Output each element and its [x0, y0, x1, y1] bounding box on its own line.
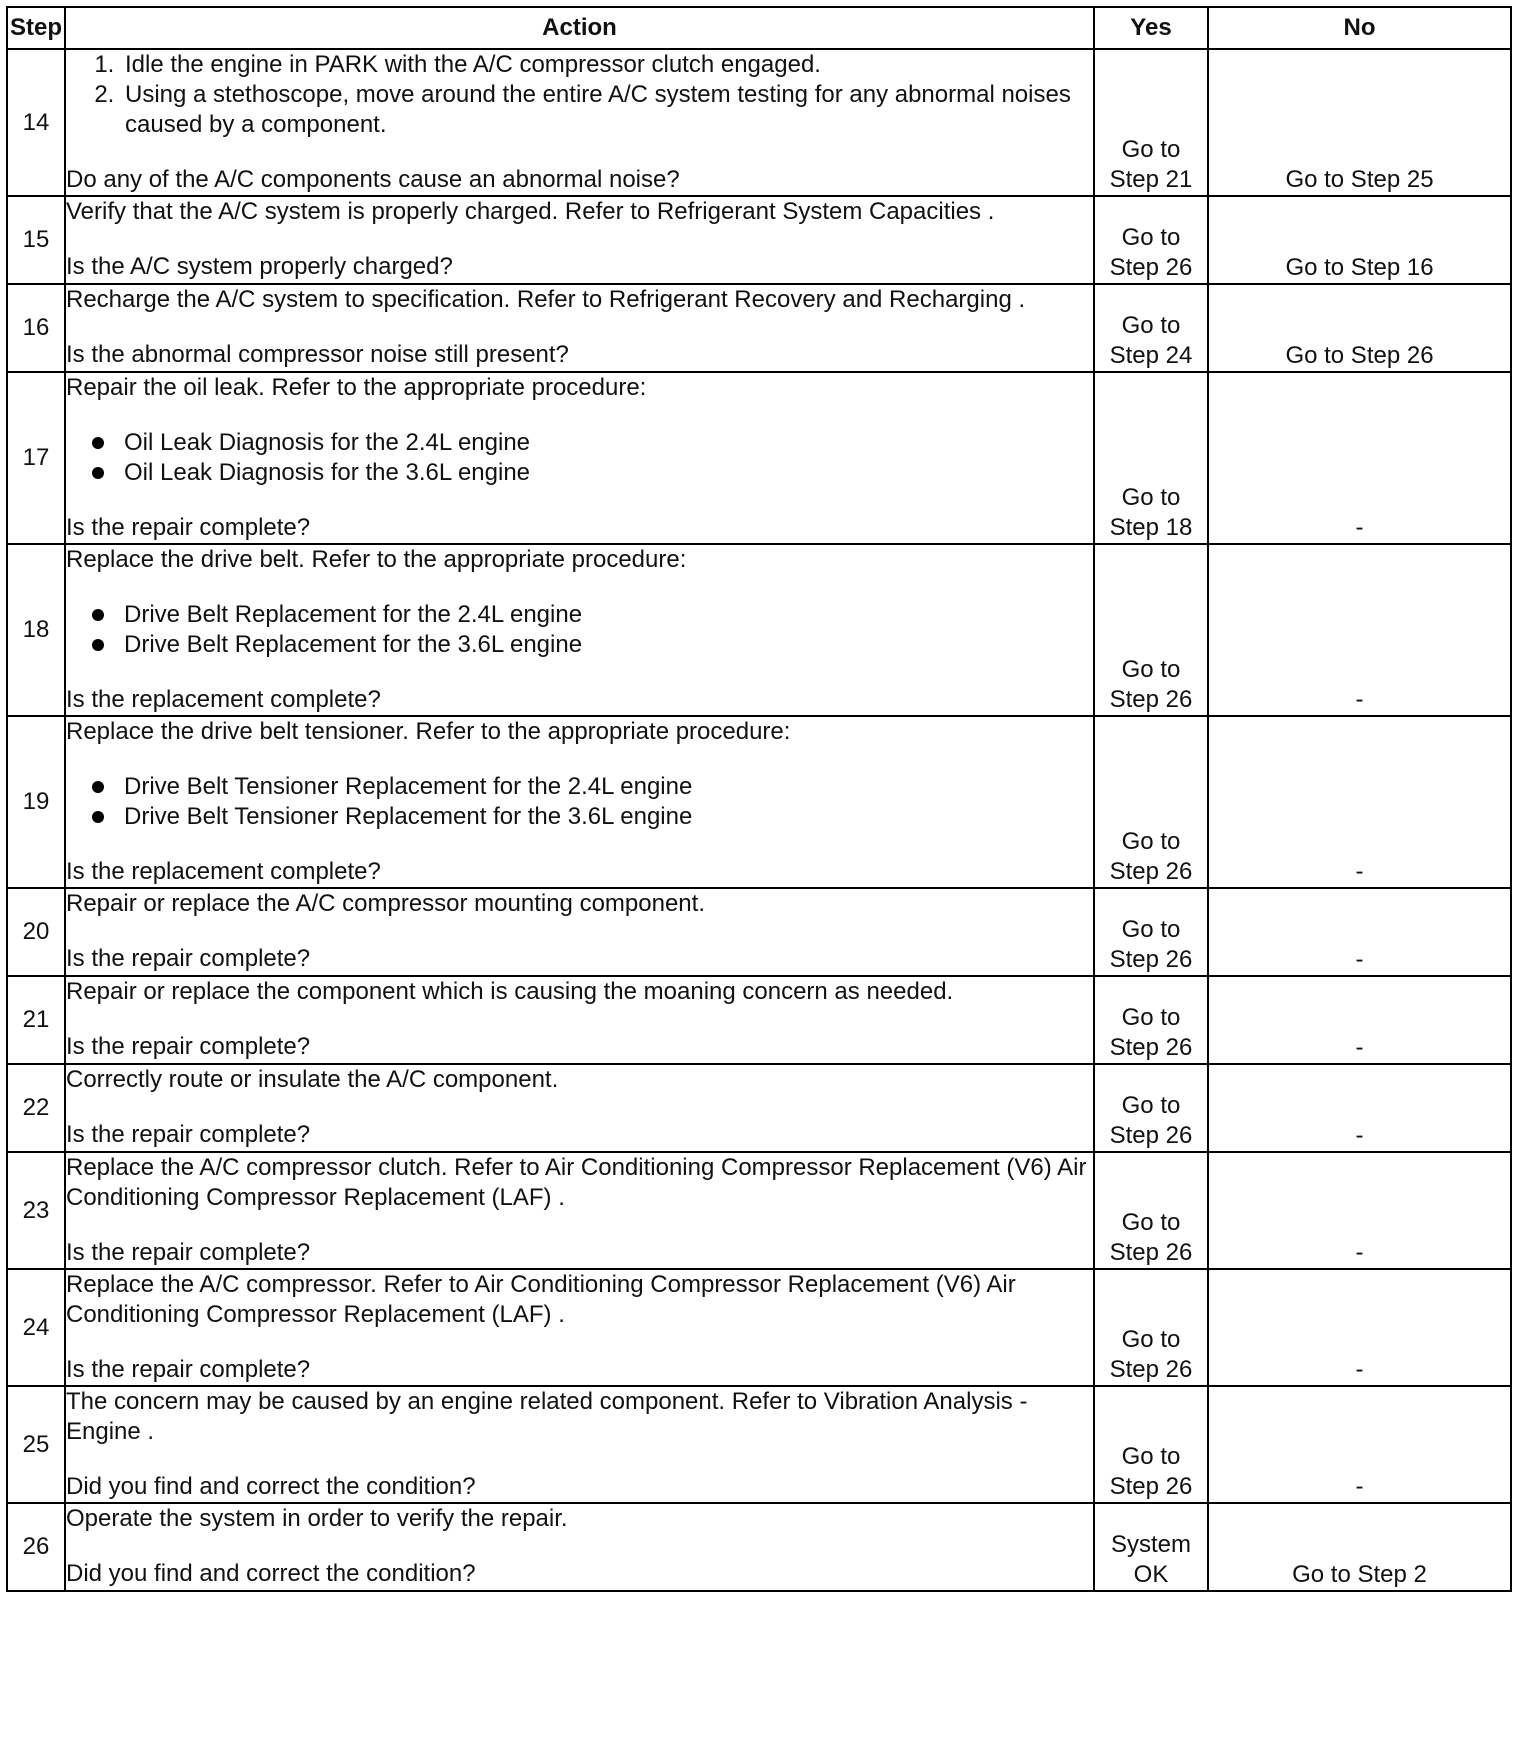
- bullet-item[interactable]: Drive Belt Replacement for the 2.4L engine: [124, 600, 1093, 630]
- bullet-item[interactable]: Oil Leak Diagnosis for the 2.4L engine: [124, 428, 1093, 458]
- action-cell: [65, 49, 1094, 196]
- table-row: [7, 1503, 1511, 1591]
- numbered-item: 1. Idle the engine in PARK with the A/C compressor clutch engaged.: [121, 50, 1093, 80]
- yes-cell: [1094, 372, 1208, 544]
- step-number: 20: [7, 888, 65, 976]
- bullet-item[interactable]: Oil Leak Diagnosis for the 3.6L engine: [124, 458, 1093, 488]
- bullet-item[interactable]: Drive Belt Tensioner Replacement for the 2.4L engine: [124, 772, 1093, 802]
- step-number: 15: [7, 196, 65, 284]
- table-row: [7, 1064, 1511, 1152]
- action-text: The concern may be caused by an engine related component. Refer to Vibration Analysis - Engine .: [66, 1388, 1028, 1445]
- no-cell: -: [1208, 976, 1511, 1064]
- yes-line-2: OK: [1133, 1561, 1169, 1588]
- table-row: [7, 976, 1511, 1064]
- action-question: Is the repair complete?: [66, 1121, 311, 1148]
- yes-line-1: Go to: [1121, 828, 1181, 855]
- table-row: [7, 372, 1511, 544]
- step-number: 26: [7, 1503, 65, 1591]
- action-question: Is the repair complete?: [66, 514, 311, 541]
- yes-cell: [1094, 976, 1208, 1064]
- yes-cell: [1094, 1386, 1208, 1503]
- table-row: [7, 1152, 1511, 1269]
- yes-cell: [1094, 1064, 1208, 1152]
- diagnostic-steps-table: [6, 6, 1512, 1592]
- yes-line-2: Step 26: [1109, 1122, 1193, 1149]
- yes-cell: [1094, 716, 1208, 888]
- numbered-list: [66, 50, 1093, 140]
- yes-line-2: Step 26: [1109, 1239, 1193, 1266]
- table-row: [7, 1386, 1511, 1503]
- action-header: Action: [65, 7, 1094, 49]
- yes-line-1: Go to: [1121, 916, 1181, 943]
- header-row: [7, 7, 1511, 49]
- action-text: Replace the A/C compressor clutch. Refer to Air Conditioning Compressor Replacement (V6) Air Conditioning Compressor Replacement (LAF) .: [66, 1154, 1087, 1211]
- action-question: Is the repair complete?: [66, 1239, 311, 1266]
- action-text: Operate the system in order to verify the repair.: [66, 1505, 568, 1532]
- action-question: Is the abnormal compressor noise still present?: [66, 341, 569, 368]
- no-cell: -: [1208, 716, 1511, 888]
- action-cell: [65, 1503, 1094, 1591]
- yes-line-2: Step 26: [1109, 946, 1193, 973]
- action-text: Repair or replace the A/C compressor mounting component.: [66, 890, 705, 917]
- table-row: [7, 284, 1511, 372]
- action-question: Did you find and correct the condition?: [66, 1473, 476, 1500]
- yes-line-1: Go to: [1121, 312, 1181, 339]
- no-cell: Go to Step 16: [1208, 196, 1511, 284]
- no-cell: -: [1208, 1152, 1511, 1269]
- yes-cell: [1094, 1503, 1208, 1591]
- yes-cell: [1094, 49, 1208, 196]
- yes-line-1: Go to: [1121, 1443, 1181, 1470]
- yes-line-1: System: [1110, 1531, 1191, 1558]
- numbered-item: 2. Using a stethoscope, move around the entire A/C system testing for any abnormal noises caused by a component.: [121, 80, 1093, 140]
- table-row: [7, 196, 1511, 284]
- table-row: [7, 1269, 1511, 1386]
- action-cell: [65, 1386, 1094, 1503]
- action-question: Is the repair complete?: [66, 945, 311, 972]
- action-text: Correctly route or insulate the A/C component.: [66, 1066, 559, 1093]
- bullet-item[interactable]: Drive Belt Tensioner Replacement for the 3.6L engine: [124, 802, 1093, 832]
- yes-line-2: Step 26: [1109, 1473, 1193, 1500]
- no-header: No: [1208, 7, 1511, 49]
- action-question: Did you find and correct the condition?: [66, 1560, 476, 1587]
- bullet-list: [66, 772, 1093, 832]
- no-cell: Go to Step 25: [1208, 49, 1511, 196]
- yes-line-2: Step 26: [1109, 254, 1193, 281]
- yes-line-1: Go to: [1121, 1004, 1181, 1031]
- yes-line-1: Go to: [1121, 656, 1181, 683]
- yes-line-2: Step 26: [1109, 1034, 1193, 1061]
- table-row: [7, 716, 1511, 888]
- yes-line-1: Go to: [1121, 1326, 1181, 1353]
- bullet-list: [66, 600, 1093, 660]
- action-question: Is the repair complete?: [66, 1033, 311, 1060]
- action-text: Replace the A/C compressor. Refer to Air Conditioning Compressor Replacement (V6) Air Conditioning Compressor Replacement (LAF) .: [66, 1271, 1016, 1328]
- yes-line-2: Step 26: [1109, 686, 1193, 713]
- step-number: 21: [7, 976, 65, 1064]
- action-cell: [65, 544, 1094, 716]
- action-cell: [65, 1064, 1094, 1152]
- yes-cell: [1094, 284, 1208, 372]
- no-cell: -: [1208, 1269, 1511, 1386]
- step-number: 17: [7, 372, 65, 544]
- action-question: Is the A/C system properly charged?: [66, 253, 453, 280]
- table-row: [7, 544, 1511, 716]
- action-cell: [65, 1152, 1094, 1269]
- action-text: Replace the drive belt. Refer to the appropriate procedure:: [66, 546, 687, 573]
- action-cell: [65, 196, 1094, 284]
- action-text: Repair or replace the component which is causing the moaning concern as needed.: [66, 978, 954, 1005]
- no-cell: -: [1208, 372, 1511, 544]
- step-number: 25: [7, 1386, 65, 1503]
- action-cell: [65, 1269, 1094, 1386]
- step-number: 16: [7, 284, 65, 372]
- step-number: 19: [7, 716, 65, 888]
- yes-cell: [1094, 888, 1208, 976]
- yes-line-1: Go to: [1121, 484, 1181, 511]
- yes-line-1: Go to: [1121, 136, 1181, 163]
- action-cell: [65, 372, 1094, 544]
- step-number: 24: [7, 1269, 65, 1386]
- action-text: Recharge the A/C system to specification. Refer to Refrigerant Recovery and Recharging .: [66, 286, 1026, 313]
- action-text: Replace the drive belt tensioner. Refer to the appropriate procedure:: [66, 718, 791, 745]
- yes-line-2: Step 26: [1109, 1356, 1193, 1383]
- yes-line-1: Go to: [1121, 1092, 1181, 1119]
- bullet-list: [66, 428, 1093, 488]
- action-question: Is the replacement complete?: [66, 686, 381, 713]
- yes-line-2: Step 26: [1109, 858, 1193, 885]
- action-cell: [65, 284, 1094, 372]
- step-number: 23: [7, 1152, 65, 1269]
- yes-line-2: Step 18: [1109, 514, 1193, 541]
- step-header: Step: [7, 7, 65, 49]
- yes-line-2: Step 24: [1109, 342, 1193, 369]
- yes-cell: [1094, 544, 1208, 716]
- table-row: [7, 49, 1511, 196]
- step-number: 14: [7, 49, 65, 196]
- no-cell: -: [1208, 888, 1511, 976]
- action-question: Do any of the A/C components cause an abnormal noise?: [66, 166, 680, 193]
- action-text: Verify that the A/C system is properly charged. Refer to Refrigerant System Capacities .: [66, 198, 995, 225]
- no-cell: -: [1208, 544, 1511, 716]
- yes-line-1: Go to: [1121, 224, 1181, 251]
- no-cell: -: [1208, 1064, 1511, 1152]
- bullet-item[interactable]: Drive Belt Replacement for the 3.6L engine: [124, 630, 1093, 660]
- action-question: Is the replacement complete?: [66, 858, 381, 885]
- yes-cell: [1094, 1269, 1208, 1386]
- yes-cell: [1094, 1152, 1208, 1269]
- no-cell: Go to Step 26: [1208, 284, 1511, 372]
- yes-line-1: Go to: [1121, 1209, 1181, 1236]
- action-cell: [65, 716, 1094, 888]
- action-text: Repair the oil leak. Refer to the appropriate procedure:: [66, 374, 647, 401]
- step-number: 18: [7, 544, 65, 716]
- yes-line-2: Step 21: [1109, 166, 1193, 193]
- action-cell: [65, 888, 1094, 976]
- step-number: 22: [7, 1064, 65, 1152]
- no-cell: -: [1208, 1386, 1511, 1503]
- yes-header: Yes: [1094, 7, 1208, 49]
- yes-cell: [1094, 196, 1208, 284]
- table-row: [7, 888, 1511, 976]
- action-question: Is the repair complete?: [66, 1356, 311, 1383]
- action-cell: [65, 976, 1094, 1064]
- no-cell: Go to Step 2: [1208, 1503, 1511, 1591]
